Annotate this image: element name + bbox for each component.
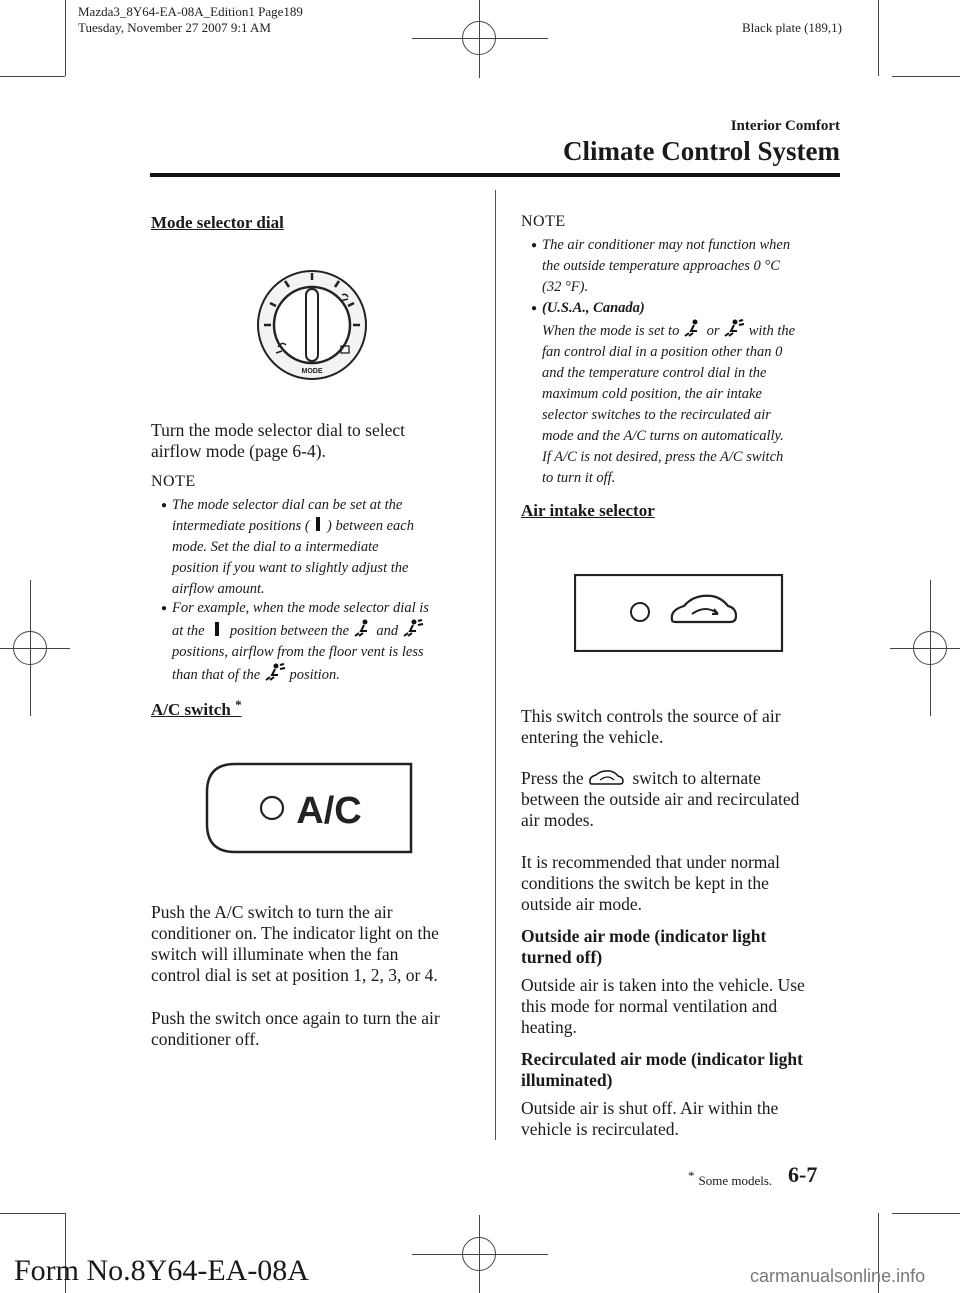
plate-line-1: Mazda3_8Y64-EA-08A_Edition1 Page189 xyxy=(78,4,303,19)
note-line: For example, when the mode selector dial is xyxy=(172,600,429,616)
note-line: fan control dial in a position other than 0 xyxy=(542,344,783,360)
mode-text-line-2: airflow mode (page 6-4). xyxy=(151,441,326,461)
bullet-icon: ● xyxy=(531,240,538,251)
note-line: selector switches to the recirculated air xyxy=(542,407,771,423)
footnote-star: * xyxy=(688,1168,695,1183)
outside-air-heading xyxy=(521,926,766,968)
recirc-heading-line: illuminated) xyxy=(521,1070,613,1090)
floor-mode-icon xyxy=(683,319,703,337)
recommend-line: outside air mode. xyxy=(521,894,643,914)
form-number: Form No.8Y64-EA-08A xyxy=(14,1254,309,1287)
note-line: position if you want to slightly adjust the xyxy=(172,560,409,576)
intermediate-position-icon xyxy=(313,516,323,532)
note-text-segment: with the xyxy=(748,323,796,339)
press-text-segment: Press the xyxy=(521,768,584,788)
note-text-segment: ) between each xyxy=(327,518,414,534)
watermark: carmanualsonline.info xyxy=(750,1266,926,1286)
header-rule xyxy=(150,173,840,177)
note-label-left: NOTE xyxy=(151,473,196,490)
intake-text-line: entering the vehicle. xyxy=(521,727,664,747)
mode-dial-illustration xyxy=(254,267,370,383)
section-label: Interior Comfort xyxy=(730,118,840,134)
plate-info-left xyxy=(78,4,303,36)
some-models-text: Some models. xyxy=(698,1173,773,1188)
recirculated-air-heading xyxy=(521,1049,803,1091)
note-line: to turn it off. xyxy=(542,470,616,486)
recirc-heading-line: Recirculated air mode (indicator light xyxy=(521,1049,803,1069)
note-text-segment: than that of the xyxy=(172,667,261,683)
floor-defrost-mode-icon xyxy=(264,663,286,681)
press-line: air modes. xyxy=(521,810,594,830)
recommend-line: conditions the switch be kept in the xyxy=(521,873,769,893)
note-right-1 xyxy=(531,235,852,298)
note-text-segment: or xyxy=(706,323,720,339)
ac-text-line: Push the A/C switch to turn the air xyxy=(151,902,393,922)
floor-defrost-mode-icon xyxy=(402,619,424,637)
note-line: positions, airflow from the floor vent is less xyxy=(172,644,424,660)
recommend-line: It is recommended that under normal xyxy=(521,852,781,872)
bullet-icon: ● xyxy=(531,303,538,314)
recommend-text xyxy=(521,852,780,915)
outside-heading-line: turned off) xyxy=(521,947,603,967)
note-line xyxy=(542,319,852,342)
note-text-segment: position between the xyxy=(229,623,350,639)
note-line: The air conditioner may not function when xyxy=(542,237,791,253)
note-left-2 xyxy=(161,598,492,686)
note-line: (32 °F). xyxy=(542,279,589,295)
note-line xyxy=(172,619,492,642)
note-left-1 xyxy=(161,495,492,600)
plate-line-2: Tuesday, November 27 2007 9:1 AM xyxy=(78,20,271,35)
note-text-segment: and xyxy=(376,623,399,639)
intermediate-position-icon xyxy=(208,621,226,637)
recirculated-air-text xyxy=(521,1098,778,1140)
note-line: airflow amount. xyxy=(172,581,265,597)
ac-heading-text: A/C switch xyxy=(151,700,231,719)
mode-selector-heading: Mode selector dial xyxy=(151,213,284,232)
ac-switch-illustration xyxy=(205,762,415,854)
some-models-footnote xyxy=(688,1168,772,1190)
dial-mode-label: MODE xyxy=(301,368,323,375)
note-line: the outside temperature approaches 0 °C xyxy=(542,258,780,274)
note-text-segment: When the mode is set to xyxy=(542,323,680,339)
ac-text-line: conditioner off. xyxy=(151,1029,260,1049)
mode-text-line-1: Turn the mode selector dial to select xyxy=(151,420,406,440)
air-intake-illustration xyxy=(574,574,784,652)
note-text-segment: at the xyxy=(172,623,205,639)
floor-defrost-mode-icon xyxy=(723,319,745,337)
outside-heading-line: Outside air mode (indicator light xyxy=(521,926,767,946)
outside-text-line: heating. xyxy=(521,1017,577,1037)
air-intake-heading: Air intake selector xyxy=(521,501,655,520)
note-line: and the temperature control dial in the xyxy=(542,365,767,381)
ac-text-line: control dial is set at position 1, 2, 3, or 4. xyxy=(151,965,438,985)
ac-text-block-1 xyxy=(151,902,439,986)
note-text-segment: position. xyxy=(289,667,340,683)
bullet-icon: ● xyxy=(161,603,168,614)
note-label-right: NOTE xyxy=(521,213,566,230)
page-number: 6-7 xyxy=(788,1162,818,1187)
ac-text-line: conditioner on. The indicator light on the xyxy=(151,923,439,943)
recirculate-icon xyxy=(588,770,628,786)
note-line xyxy=(172,663,492,686)
outside-text-line: Outside air is taken into the vehicle. Use xyxy=(521,975,805,995)
column-divider xyxy=(495,190,496,1140)
ac-label: A/C xyxy=(296,790,362,832)
intake-text xyxy=(521,706,781,748)
note-line: mode and the A/C turns on automatically. xyxy=(542,428,784,444)
plate-info-right: Black plate (189,1) xyxy=(742,20,842,35)
note-line xyxy=(172,516,492,537)
note-line: mode. Set the dial to a intermediate xyxy=(172,539,379,555)
mode-text xyxy=(151,420,405,462)
ac-text-line: switch will illuminate when the fan xyxy=(151,944,399,964)
note-line: If A/C is not desired, press the A/C switch xyxy=(542,449,784,465)
recirc-text-line: Outside air is shut off. Air within the xyxy=(521,1098,779,1118)
ac-text-line: Push the switch once again to turn the air xyxy=(151,1008,440,1028)
press-line: between the outside air and recirculated xyxy=(521,789,800,809)
note-line: maximum cold position, the air intake xyxy=(542,386,762,402)
press-line xyxy=(521,768,841,789)
outside-text-line: this mode for normal ventilation and xyxy=(521,996,778,1016)
chapter-title: Climate Control System xyxy=(563,136,840,166)
recirc-text-line: vehicle is recirculated. xyxy=(521,1119,679,1139)
press-text xyxy=(521,768,841,831)
ac-switch-heading xyxy=(151,697,242,720)
note-line: The mode selector dial can be set at the xyxy=(172,497,403,513)
floor-mode-icon xyxy=(353,619,373,637)
note-right-2 xyxy=(531,298,852,489)
outside-air-text xyxy=(521,975,805,1038)
intake-text-line: This switch controls the source of air xyxy=(521,706,781,726)
bullet-icon: ● xyxy=(161,500,168,511)
ac-text-block-2 xyxy=(151,1008,440,1050)
press-text-segment: switch to alternate xyxy=(632,768,761,788)
note-line-region: (U.S.A., Canada) xyxy=(542,300,645,316)
models-star: * xyxy=(235,697,242,712)
note-text-segment: intermediate positions ( xyxy=(172,518,310,534)
